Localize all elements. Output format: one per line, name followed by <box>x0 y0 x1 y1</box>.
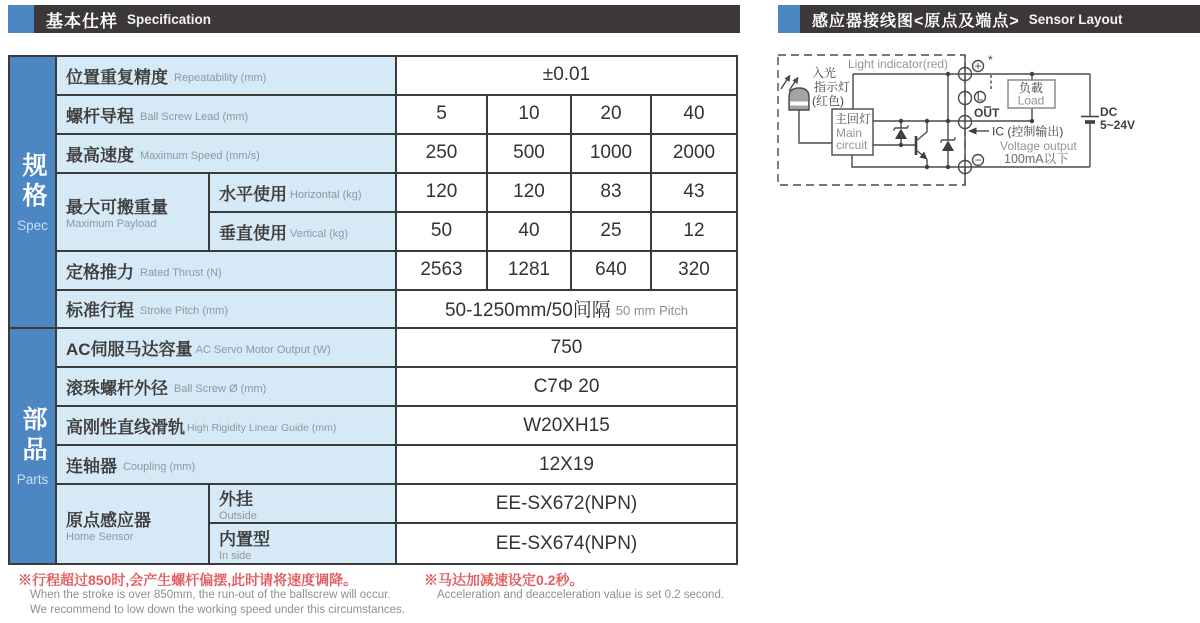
value-lead-3: 20 <box>572 96 652 135</box>
label-zh: 外挂 <box>219 490 253 510</box>
value-lead-4: 40 <box>652 96 736 135</box>
ic-label: IC (控制输出) <box>992 124 1064 139</box>
dc-voltage-label: 5~24V <box>1100 118 1136 132</box>
value-vertical-3: 25 <box>572 213 652 252</box>
npn-transistor <box>916 121 928 167</box>
label-zh: 最高速度 <box>66 145 134 165</box>
value-thrust-2: 1281 <box>488 252 572 291</box>
spec-header-bar <box>34 5 740 33</box>
battery-symbol <box>1081 105 1135 132</box>
sensor-wiring-diagram <box>770 38 1200 202</box>
row-label-guide <box>57 407 397 446</box>
value-lead-1: 5 <box>397 96 488 135</box>
section-spec-en: Spec <box>17 217 48 233</box>
label-zh: 标准行程 <box>66 301 134 321</box>
label-en: Vertical (kg) <box>290 227 349 240</box>
voltage-output-label: Voltage output <box>1000 139 1077 153</box>
value-stroke <box>397 291 736 330</box>
sensor-section-header <box>778 5 1200 33</box>
spec-section-header <box>8 5 740 33</box>
row-label-outside <box>210 485 397 524</box>
value-speed-4: 2000 <box>652 135 736 174</box>
section-parts-en: Parts <box>16 471 49 487</box>
label-zh: 滚珠螺杆外径 <box>66 379 168 399</box>
main-circuit-en1: Main <box>836 126 863 140</box>
value-motor: 750 <box>397 329 736 368</box>
plus-symbol: + <box>974 59 982 73</box>
ic-output-annotation <box>968 124 1077 167</box>
sensor-title-en: Sensor Layout <box>1028 11 1123 27</box>
value-vertical-2: 40 <box>488 213 572 252</box>
load-zh: 负載 <box>1018 81 1044 95</box>
footnote-stroke-en2: We recommend to low down the working speed under this circumstances. <box>30 604 405 616</box>
label-en: Repeatability (mm) <box>174 71 267 84</box>
label-zh: 内置型 <box>219 529 270 549</box>
value-speed-2: 500 <box>488 135 572 174</box>
row-label-motor <box>57 329 397 368</box>
dc-label: DC <box>1100 105 1118 119</box>
value-horizontal-3: 83 <box>572 174 652 213</box>
value-speed-1: 250 <box>397 135 488 174</box>
label-en: Maximum Payload <box>66 218 157 231</box>
row-label-thrust <box>57 252 397 291</box>
label-zh: 垂直使用 <box>219 223 287 243</box>
value-repeatability: ±0.01 <box>397 57 736 96</box>
label-en: AC Servo Motor Output (W) <box>195 344 331 357</box>
footnote-stroke-en1: When the stroke is over 850mm, the run-out of the ballscrew will occur. <box>30 589 391 601</box>
label-zh: 螺杆导程 <box>66 106 134 126</box>
row-label-home-sensor <box>57 485 210 563</box>
row-label-coupling <box>57 446 397 485</box>
specification-table <box>8 55 738 565</box>
stroke-value-note: 50 mm Pitch <box>615 303 689 319</box>
left-arrow-icon <box>968 128 977 135</box>
footnote-stroke-zh: ※行程超过850时,会产生螺杆偏摆,此时请将速度调降。 <box>18 572 358 588</box>
value-screw-od: C7Φ 20 <box>397 368 736 407</box>
value-vertical-1: 50 <box>397 213 488 252</box>
row-label-horizontal <box>210 174 397 213</box>
main-circuit-zh: 主回灯 <box>835 112 872 126</box>
asterisk-mark: * <box>988 53 993 67</box>
label-en: In side <box>219 549 252 562</box>
value-speed-3: 1000 <box>572 135 652 174</box>
label-en: High Rigidity Linear Guide (mm) <box>187 422 337 435</box>
light-label-zh2: 指示灯 <box>814 80 851 94</box>
value-horizontal-1: 120 <box>397 174 488 213</box>
current-limit-label: 100mA以下 <box>1004 152 1069 166</box>
section-spec-zh: 规格 <box>19 151 47 212</box>
value-thrust-1: 2563 <box>397 252 488 291</box>
value-vertical-4: 12 <box>652 213 736 252</box>
load-box <box>1008 80 1055 108</box>
value-guide: W20XH15 <box>397 407 736 446</box>
l-symbol: L <box>976 89 984 104</box>
sensor-header-bar <box>800 5 1200 33</box>
footnote-accel-zh: ※马达加减速设定0.2秒。 <box>424 572 584 588</box>
value-thrust-3: 640 <box>572 252 652 291</box>
light-label-en: Light indicator(red) <box>848 57 949 71</box>
row-label-lead <box>57 96 397 135</box>
load-en: Load <box>1017 93 1045 108</box>
label-zh: 水平使用 <box>219 184 287 204</box>
row-label-screw-od <box>57 368 397 407</box>
label-en: Ball Screw Lead (mm) <box>140 110 249 123</box>
value-outside-sensor: EE-SX672(NPN) <box>397 485 736 524</box>
label-zh: 定格推力 <box>66 262 134 282</box>
label-en: Rated Thrust (N) <box>140 266 222 279</box>
row-label-stroke <box>57 291 397 330</box>
value-thrust-4: 320 <box>652 252 736 291</box>
row-label-vertical <box>210 213 397 252</box>
label-en: Horizontal (kg) <box>290 188 362 201</box>
section-parts-zh: 部品 <box>19 405 47 466</box>
label-zh: 原点感应器 <box>66 510 151 530</box>
label-en: Outside <box>219 510 257 523</box>
row-label-payload <box>57 174 210 252</box>
spec-title-en: Specification <box>127 11 212 27</box>
footnote-accel-en: Acceleration and deacceleration value is set 0.2 second. <box>437 589 725 601</box>
value-horizontal-2: 120 <box>488 174 572 213</box>
row-label-inside <box>210 524 397 563</box>
label-en: Stroke Pitch (mm) <box>140 305 229 318</box>
spec-title-zh: 基本仕样 <box>46 11 118 31</box>
label-zh: 高刚性直线滑轨 <box>66 418 185 438</box>
label-zh: AC伺服马达容量 <box>66 340 193 360</box>
minus-symbol: − <box>974 153 982 167</box>
zener-diode-1 <box>894 121 909 145</box>
light-label-zh1: 入光 <box>812 66 837 80</box>
value-coupling: 12X19 <box>397 446 736 485</box>
row-label-speed <box>57 135 397 174</box>
label-en: Ball Screw Ø (mm) <box>174 383 267 396</box>
label-zh: 最大可搬重量 <box>66 198 168 218</box>
label-zh: 位置重复精度 <box>66 67 168 87</box>
section-band-parts <box>10 329 57 563</box>
value-lead-2: 10 <box>488 96 572 135</box>
terminal-labels <box>973 53 1001 167</box>
row-label-repeatability <box>57 57 397 96</box>
value-horizontal-4: 43 <box>652 174 736 213</box>
sensor-title-zh: 感应器接线图<原点及端点> <box>812 12 1020 30</box>
label-zh: 连轴器 <box>66 457 117 477</box>
led-indicator <box>781 75 809 111</box>
label-en: Home Sensor <box>66 530 134 543</box>
header-accent-square <box>8 5 34 33</box>
value-inside-sensor: EE-SX674(NPN) <box>397 524 736 563</box>
main-circuit-en2: circuit <box>836 138 868 152</box>
stroke-value: 50-1250mm/50间隔 <box>444 300 611 322</box>
label-en: Maximum Speed (mm/s) <box>140 149 260 162</box>
out-label: OUT <box>974 106 1000 120</box>
header-accent-square <box>778 5 800 33</box>
section-band-spec <box>10 57 57 329</box>
light-label-zh3: (红色) <box>812 94 844 108</box>
main-circuit-box <box>832 109 873 155</box>
label-en: Coupling (mm) <box>123 461 196 474</box>
